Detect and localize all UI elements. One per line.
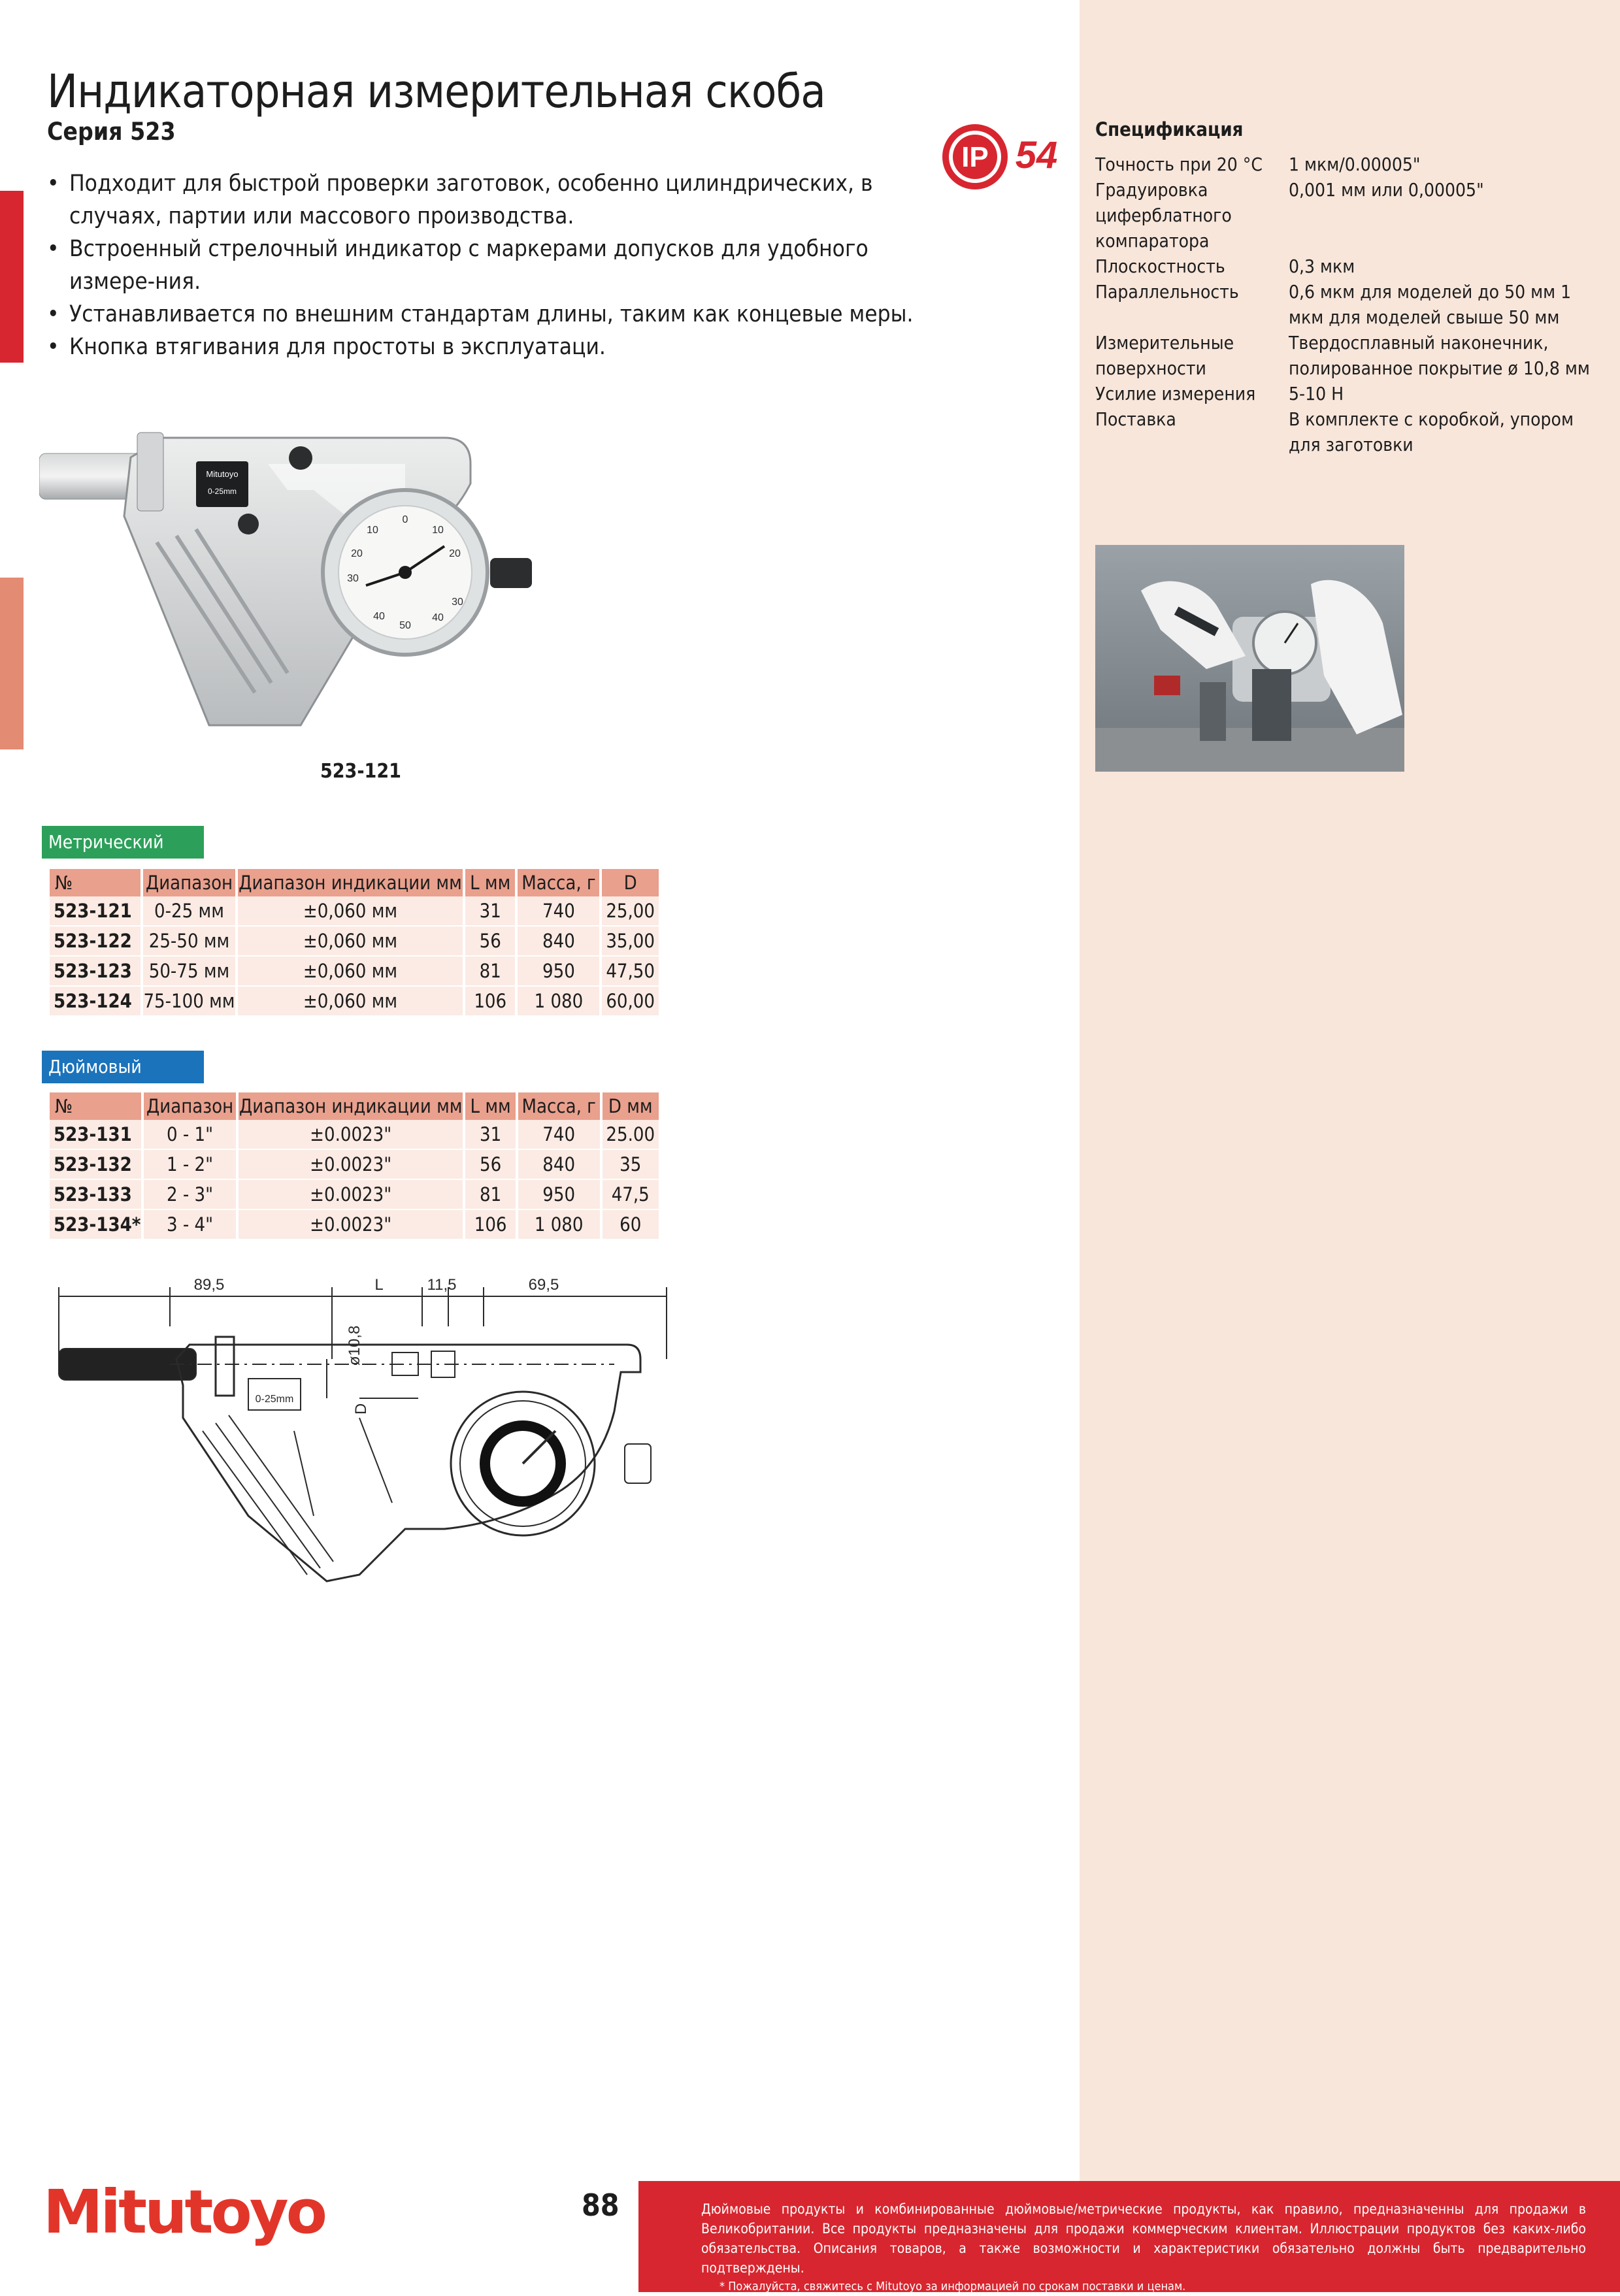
cell: 840	[518, 927, 599, 957]
cell: 35,00	[602, 927, 659, 957]
inch-table	[47, 1092, 661, 1240]
cell: 523-134*	[50, 1210, 141, 1240]
spec-heading: Спецификация	[1095, 118, 1244, 140]
page-title: Индикаторная измерительная скоба	[47, 64, 825, 118]
table-row	[50, 987, 659, 1017]
spec-row	[1095, 279, 1592, 330]
cell: ±0.0023"	[239, 1210, 463, 1240]
feature-item: • Устанавливается по внешним стандартам длины, таким как концевые меры.	[47, 298, 916, 331]
col-header: Диапазон	[143, 869, 235, 896]
spec-key: Параллельность	[1095, 281, 1239, 303]
svg-text:40: 40	[432, 612, 444, 623]
svg-text:40: 40	[373, 611, 385, 622]
cell: 56	[465, 1150, 515, 1180]
d-label: D	[352, 1403, 370, 1415]
cell: ±0,060 мм	[238, 896, 463, 927]
footer-disclaimer	[638, 2181, 1620, 2292]
col-header: Диапазон индикации мм	[238, 869, 463, 896]
photo-range-label: 0-25mm	[207, 487, 237, 496]
table-header-row	[50, 1092, 659, 1120]
spec-value: Твердосплавный наконечник, полированное покрытие ø 10,8 мм	[1289, 332, 1590, 379]
cell: 740	[518, 896, 599, 927]
cell: 950	[518, 1180, 600, 1210]
drawing-range-label: 0-25mm	[255, 1394, 294, 1405]
col-header: №	[50, 869, 141, 896]
spec-row	[1095, 381, 1592, 406]
badge-prefix: IP	[961, 141, 989, 173]
cell: 1 080	[518, 987, 599, 1017]
usage-photo	[1095, 545, 1404, 772]
mitutoyo-logo: Mitutoyo	[43, 2177, 325, 2247]
spec-key: Поставка	[1095, 408, 1176, 430]
spec-key: Градуировка циферблатного компаратора	[1095, 179, 1232, 252]
spec-row	[1095, 406, 1592, 457]
inch-section-label: Дюймовый	[42, 1051, 204, 1083]
dim-label: 89,5	[193, 1276, 225, 1294]
svg-text:30: 30	[347, 573, 359, 584]
cell: 31	[465, 1120, 515, 1150]
col-header: D мм	[603, 1092, 659, 1120]
cell: 840	[518, 1150, 600, 1180]
usage-photo-illustration	[1095, 545, 1404, 772]
spec-value: 0,6 мкм для моделей до 50 мм 1 мкм для моделей свыше 50 мм	[1289, 281, 1572, 328]
spec-value: 5-10 Н	[1289, 383, 1344, 404]
cell: 25-50 мм	[143, 927, 235, 957]
cell: 523-123	[50, 957, 141, 987]
cell: 106	[465, 987, 516, 1017]
spec-row	[1095, 152, 1592, 177]
product-photo	[39, 418, 640, 745]
table-row	[50, 927, 659, 957]
cell: 0-25 мм	[143, 896, 235, 927]
cell: 740	[518, 1120, 600, 1150]
technical-drawing	[52, 1268, 680, 1627]
feature-item: • Встроенный стрелочный индикатор с маркерами допусков для удобного измере-ния.	[47, 233, 916, 298]
series-label: Серия 523	[47, 118, 176, 146]
cell: 950	[518, 957, 599, 987]
cell: 3 - 4"	[144, 1210, 236, 1240]
cell: ±0.0023"	[239, 1120, 463, 1150]
table-row	[50, 1180, 659, 1210]
spec-value: 0,001 мм или 0,00005"	[1289, 179, 1484, 201]
col-header: Масса, г	[518, 1092, 600, 1120]
col-header: Масса, г	[518, 869, 599, 896]
dim-label: 69,5	[528, 1276, 559, 1294]
disclaimer-text: Дюймовые продукты и комбинированные дюймовые/метрические продукты, как правило, предназначенны для продажи в Великобритании. Все продукты предназначены для продажи коммерческим клиентам. Иллюстрации продуктов без каких-либо обязательства. Описания товаров, а также возможности и характеристики обязательно должны быть предварительно подтверждены.	[701, 2201, 1586, 2276]
table-header-row	[50, 869, 659, 896]
svg-text:20: 20	[449, 548, 461, 559]
cell: 81	[465, 1180, 515, 1210]
cell: ±0,060 мм	[238, 957, 463, 987]
svg-text:50: 50	[399, 620, 411, 631]
col-header: №	[50, 1092, 141, 1120]
cell: 56	[465, 927, 516, 957]
cell: 2 - 3"	[144, 1180, 236, 1210]
cell: 60	[603, 1210, 659, 1240]
cell: 50-75 мм	[143, 957, 235, 987]
spec-value: 1 мкм/0.00005"	[1289, 154, 1421, 175]
table-row	[50, 1120, 659, 1150]
cell: 523-133	[50, 1180, 141, 1210]
svg-text:20: 20	[351, 548, 363, 559]
cell: 1 - 2"	[144, 1150, 236, 1180]
table-row	[50, 896, 659, 927]
footer-note: * Пожалуйста, свяжитесь с Mitutoyo за информацией по срокам поставки и ценам.	[719, 2280, 1186, 2293]
col-header: L мм	[465, 869, 516, 896]
svg-text:0: 0	[402, 514, 408, 525]
cell: 106	[465, 1210, 515, 1240]
photo-brand-label: Mitutoyo	[206, 469, 239, 479]
cell: 25,00	[602, 896, 659, 927]
col-header: D	[602, 869, 659, 896]
table-row	[50, 1150, 659, 1180]
spec-key: Точность при 20 °C	[1095, 154, 1263, 175]
feature-item: • Кнопка втягивания для простоты в эксплуатаци.	[47, 331, 916, 363]
side-tab-red	[0, 191, 24, 363]
col-header: L мм	[465, 1092, 515, 1120]
cell: 523-121	[50, 896, 141, 927]
cell: 75-100 мм	[143, 987, 235, 1017]
cell: 523-124	[50, 987, 141, 1017]
spec-row	[1095, 177, 1592, 254]
dia-label: ø10,8	[346, 1325, 363, 1366]
product-caption: 523-121	[320, 760, 401, 783]
cell: 523-122	[50, 927, 141, 957]
dim-label: L	[374, 1276, 384, 1294]
cell: ±0.0023"	[239, 1150, 463, 1180]
svg-text:10: 10	[367, 525, 378, 536]
cell: 47,50	[602, 957, 659, 987]
spec-row	[1095, 330, 1592, 381]
ip54-badge-icon	[938, 121, 1063, 193]
cell: ±0,060 мм	[238, 927, 463, 957]
metric-table	[47, 869, 661, 1017]
cell: 1 080	[518, 1210, 600, 1240]
table-row	[50, 957, 659, 987]
svg-text:10: 10	[432, 525, 444, 536]
cell: 523-131	[50, 1120, 141, 1150]
feature-list	[47, 167, 916, 363]
badge-value: 54	[1015, 134, 1058, 176]
spec-value: В комплекте с коробкой, упором для заготовки	[1289, 408, 1574, 455]
cell: 523-132	[50, 1150, 141, 1180]
spec-table	[1095, 152, 1592, 457]
cell: 31	[465, 896, 516, 927]
spec-value: 0,3 мкм	[1289, 255, 1355, 277]
cell: ±0.0023"	[239, 1180, 463, 1210]
cell: 60,00	[602, 987, 659, 1017]
cell: 0 - 1"	[144, 1120, 236, 1150]
side-tab-salmon	[0, 578, 24, 749]
spec-key: Измерительные поверхности	[1095, 332, 1234, 379]
cell: 47,5	[603, 1180, 659, 1210]
cell: 81	[465, 957, 516, 987]
cell: 35	[603, 1150, 659, 1180]
table-row	[50, 1210, 659, 1240]
svg-text:30: 30	[452, 597, 463, 608]
spec-row	[1095, 254, 1592, 279]
dim-label: 11,5	[427, 1276, 457, 1294]
col-header: Диапазон индикации мм	[239, 1092, 463, 1120]
col-header: Диапазон	[144, 1092, 236, 1120]
cell: ±0,060 мм	[238, 987, 463, 1017]
metric-section-label: Метрический	[42, 826, 204, 859]
page-number: 88	[582, 2188, 620, 2223]
spec-key: Плоскостность	[1095, 255, 1225, 277]
spec-key: Усилие измерения	[1095, 383, 1256, 404]
cell: 25.00	[603, 1120, 659, 1150]
feature-item: • Подходит для быстрой проверки заготовок, особенно цилиндрических, в случаях, партии или массового производства.	[47, 167, 916, 233]
